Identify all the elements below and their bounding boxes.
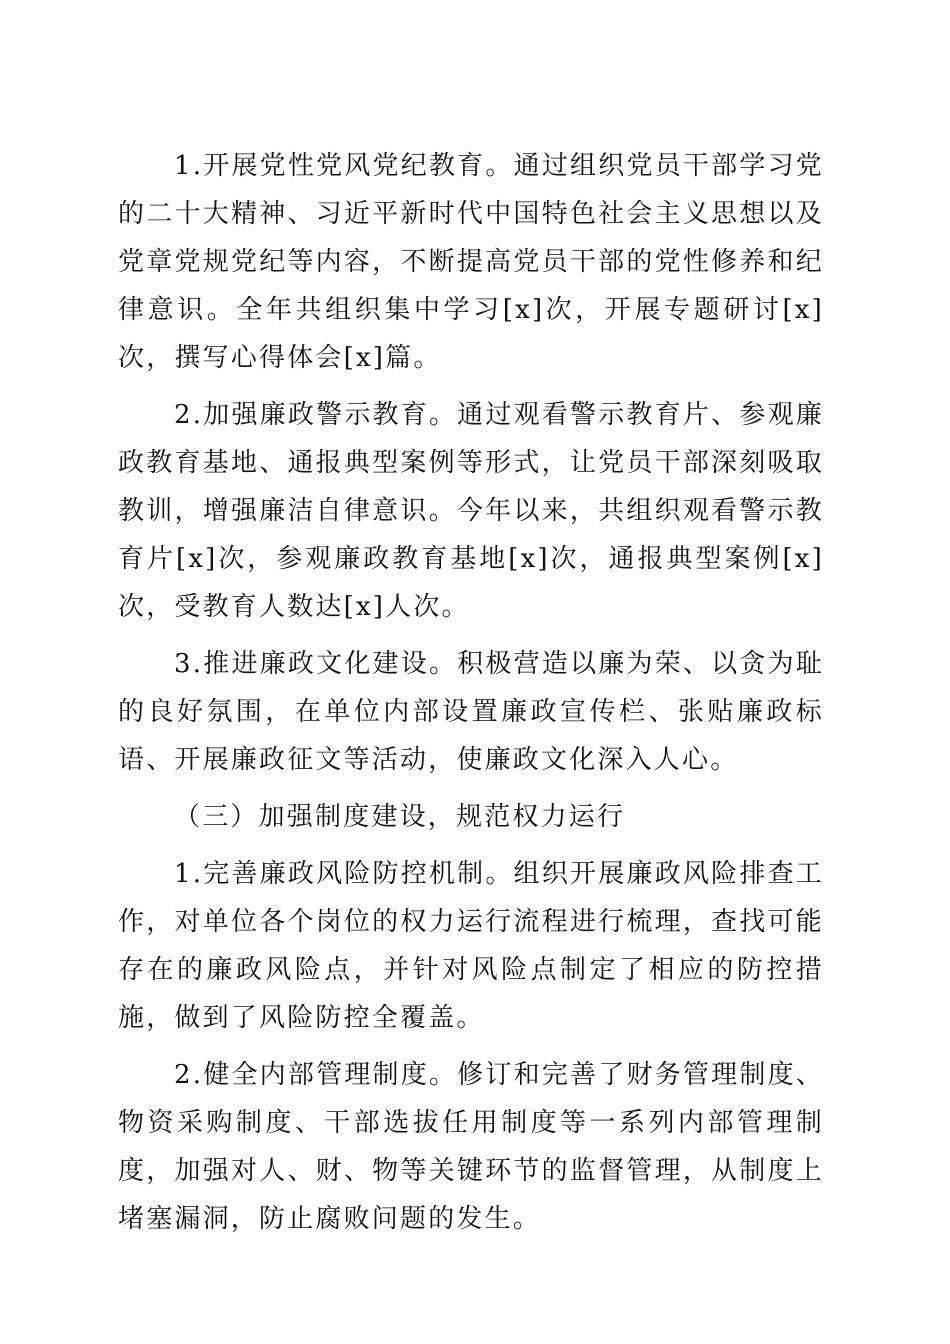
paragraph-integrity-culture: 3.推进廉政文化建设。积极营造以廉为荣、以贪为耻的良好氛围，在单位内部设置廉政宣传栏、张贴廉政标语、开展廉政征文等活动，使廉政文化深入人心。 bbox=[118, 649, 824, 775]
document-page bbox=[118, 142, 824, 1252]
paragraph-integrity-warning-education: 2.加强廉政警示教育。通过观看警示教育片、参观廉政教育基地、通报典型案例等形式，让党员干部深刻吸取教训，增强廉洁自律意识。今年以来，共组织观看警示教育片[x]次，参观廉政教育基地[x]次，通报典型案例[x]次，受教育人数达[x]人次。 bbox=[118, 400, 824, 622]
paragraph-internal-management: 2.健全内部管理制度。修订和完善了财务管理制度、物资采购制度、干部选拔任用制度等一系列内部管理制度，加强对人、财、物等关键环节的监督管理，从制度上堵塞漏洞，防止腐败问题的发生。 bbox=[118, 1060, 824, 1234]
paragraph-risk-prevention: 1.完善廉政风险防控机制。组织开展廉政风险排查工作，对单位各个岗位的权力运行流程进行梳理，查找可能存在的廉政风险点，并针对风险点制定了相应的防控措施，做到了风险防控全覆盖。 bbox=[118, 859, 824, 1033]
paragraph-party-discipline-education: 1.开展党性党风党纪教育。通过组织党员干部学习党的二十大精神、习近平新时代中国特色社会主义思想以及党章党规党纪等内容，不断提高党员干部的党性修养和纪律意识。全年共组织集中学习[x]次，开展专题研讨[x]次，撰写心得体会[x]篇。 bbox=[118, 151, 824, 373]
section-heading-system-building: （三）加强制度建设，规范权力运行 bbox=[174, 802, 626, 832]
